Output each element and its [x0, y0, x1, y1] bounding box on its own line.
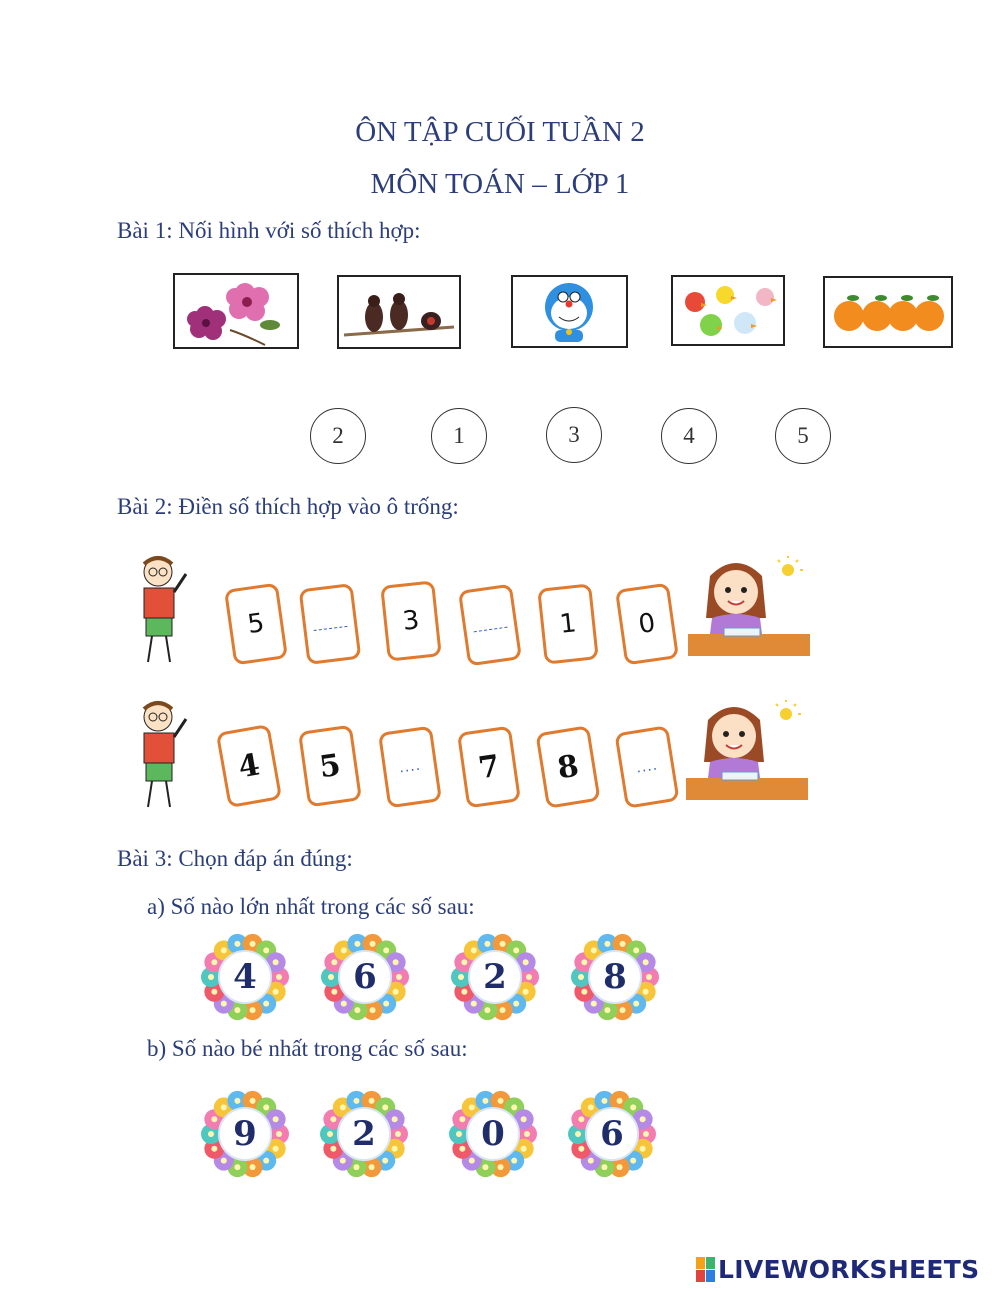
birds-image[interactable]	[337, 275, 461, 349]
option-value: 6	[600, 1114, 624, 1154]
number-card-blank[interactable]	[458, 584, 522, 667]
answer-option-a[interactable]	[201, 933, 289, 1021]
answer-option-a[interactable]	[321, 933, 409, 1021]
option-value: 0	[481, 1114, 505, 1154]
option-value: 6	[353, 957, 377, 997]
option-value: 4	[233, 957, 257, 997]
logo-icon	[696, 1257, 715, 1282]
number-circle[interactable]: 3	[546, 407, 602, 463]
option-value: 9	[233, 1114, 257, 1154]
option-value: 8	[603, 957, 627, 997]
number-card: 5	[298, 725, 362, 808]
answer-option-b[interactable]	[568, 1090, 656, 1178]
ducks-image[interactable]	[671, 275, 785, 346]
page-subtitle: MÔN TOÁN – LỚP 1	[370, 168, 630, 200]
question-b: b) Số nào bé nhất trong các số sau:	[147, 1036, 468, 1061]
number-card: 7	[457, 726, 521, 809]
exercise1-heading: Bài 1: Nối hình với số thích hợp:	[117, 218, 421, 243]
exercise3-heading: Bài 3: Chọn đáp án đúng:	[117, 846, 353, 871]
number-card: 0	[615, 583, 679, 666]
answer-option-a[interactable]	[451, 933, 539, 1021]
liveworksheets-logo	[696, 1255, 979, 1284]
logo-text: LIVEWORKSHEETS	[718, 1255, 980, 1284]
number-card: 4	[216, 724, 282, 808]
number-card: 8	[535, 725, 600, 809]
number-circle[interactable]: 5	[775, 408, 831, 464]
number-card: 1	[537, 583, 599, 664]
number-card-blank[interactable]: ....	[378, 726, 442, 809]
number-card: 5	[224, 583, 288, 666]
girl-illustration	[688, 556, 810, 658]
number-card: 3	[380, 580, 442, 661]
girl-illustration	[686, 700, 808, 802]
question-a: a) Số nào lớn nhất trong các số sau:	[147, 894, 475, 919]
answer-option-b[interactable]	[449, 1090, 537, 1178]
number-circle[interactable]: 1	[431, 408, 487, 464]
number-circle[interactable]: 4	[661, 408, 717, 464]
oranges-image[interactable]	[823, 276, 953, 348]
exercise2-heading: Bài 2: Điền số thích hợp vào ô trống:	[117, 494, 459, 519]
doraemon-image[interactable]	[511, 275, 628, 348]
option-value: 2	[352, 1114, 376, 1154]
flowers-image[interactable]	[173, 273, 299, 349]
number-circle[interactable]: 2	[310, 408, 366, 464]
page-title: ÔN TẬP CUỐI TUẦN 2	[355, 116, 645, 148]
boy-illustration	[128, 697, 194, 811]
answer-option-a[interactable]	[571, 933, 659, 1021]
number-card-blank[interactable]	[299, 583, 362, 665]
option-value: 2	[483, 957, 507, 997]
answer-option-b[interactable]	[201, 1090, 289, 1178]
answer-option-b[interactable]	[320, 1090, 408, 1178]
number-card-blank[interactable]: ....	[614, 725, 679, 809]
boy-illustration	[128, 552, 194, 666]
